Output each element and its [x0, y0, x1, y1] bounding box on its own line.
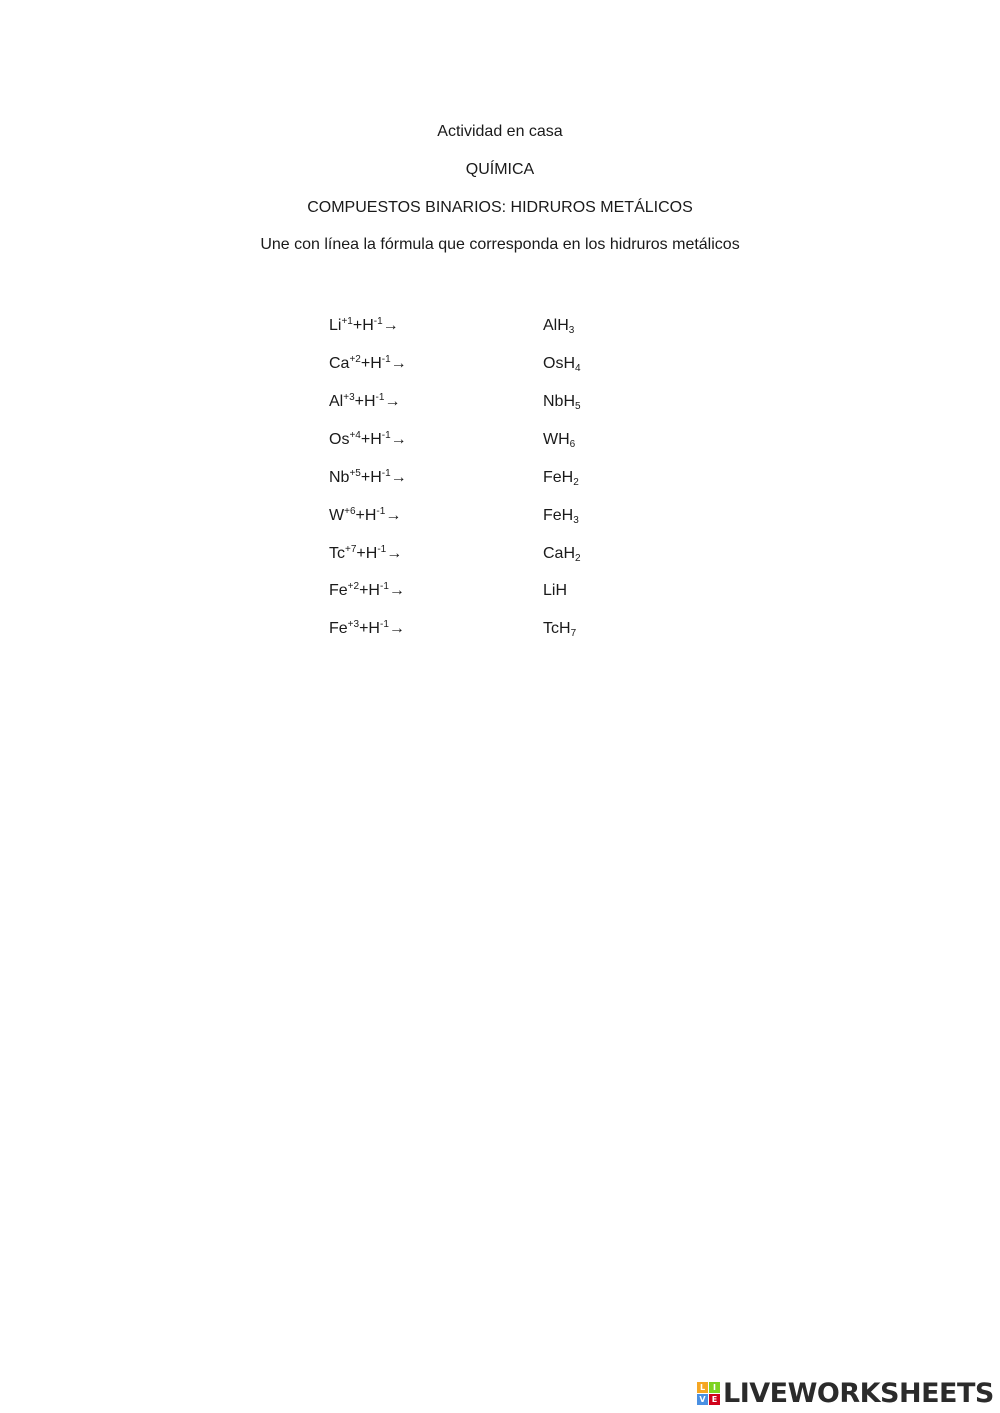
- product-formula[interactable]: OsH$_4$: [543, 355, 581, 374]
- product-formula[interactable]: LiH: [543, 582, 568, 599]
- reactant-formula[interactable]: $Al^{+3}+H^{-1}\to$: [329, 392, 401, 410]
- matching-row: [0, 579, 1000, 603]
- product-formula[interactable]: $WH_6$: [543, 431, 576, 450]
- reactant-formula[interactable]: $Li^{+1}+H^{-1}\to$: [329, 316, 399, 334]
- logo-block-v: V: [697, 1394, 708, 1405]
- matching-row: [0, 617, 1000, 641]
- matching-row: [0, 314, 1000, 338]
- matching-row: [0, 466, 1000, 490]
- logo-block-i: I: [709, 1382, 720, 1393]
- reactant-formula[interactable]: $Ca^{+2}+H^{-1}\to$: [329, 354, 407, 372]
- product-formula[interactable]: AlH$_3$: [543, 317, 575, 336]
- instruction-text: Une con línea la fórmula que corresponda en los hidruros metálicos: [260, 236, 740, 253]
- matching-row: [0, 390, 1000, 414]
- reactant-formula[interactable]: $Tc^{+7}+H^{-1}\to$: [329, 544, 403, 562]
- logo-block-e: E: [709, 1394, 720, 1405]
- product-formula[interactable]: FeH$_3$: [543, 507, 579, 526]
- matching-row: [0, 504, 1000, 528]
- logo-icon: [697, 1382, 720, 1405]
- logo-text: LIVEWORKSHEETS: [723, 1377, 994, 1409]
- subject-title: QUÍMICA: [465, 161, 535, 178]
- reactant-formula[interactable]: $Os^{+4}+H^{-1}\to$: [329, 430, 407, 448]
- activity-title: Actividad en casa: [437, 123, 563, 140]
- product-formula[interactable]: TcH$_7$: [543, 620, 577, 639]
- reactant-formula[interactable]: $Fe^{+3}+H^{-1}\to$: [329, 619, 405, 637]
- reactant-formula[interactable]: $W^{+6}+H^{-1}\to$: [329, 506, 402, 524]
- matching-row: [0, 428, 1000, 452]
- product-formula[interactable]: CaH$_2$: [543, 545, 581, 564]
- matching-row: [0, 542, 1000, 566]
- liveworksheets-logo: [697, 1376, 994, 1410]
- product-formula[interactable]: NbH$_5$: [543, 393, 581, 412]
- reactant-formula[interactable]: $Nb^{+5}+H^{-1}\to$: [329, 468, 407, 486]
- topic-title: COMPUESTOS BINARIOS: HIDRUROS METÁLICOS: [307, 199, 693, 216]
- logo-block-l: L: [697, 1382, 708, 1393]
- matching-row: [0, 352, 1000, 376]
- product-formula[interactable]: FeH$_2$: [543, 469, 579, 488]
- reactant-formula[interactable]: $Fe^{+2}+H^{-1}\to$: [329, 581, 405, 599]
